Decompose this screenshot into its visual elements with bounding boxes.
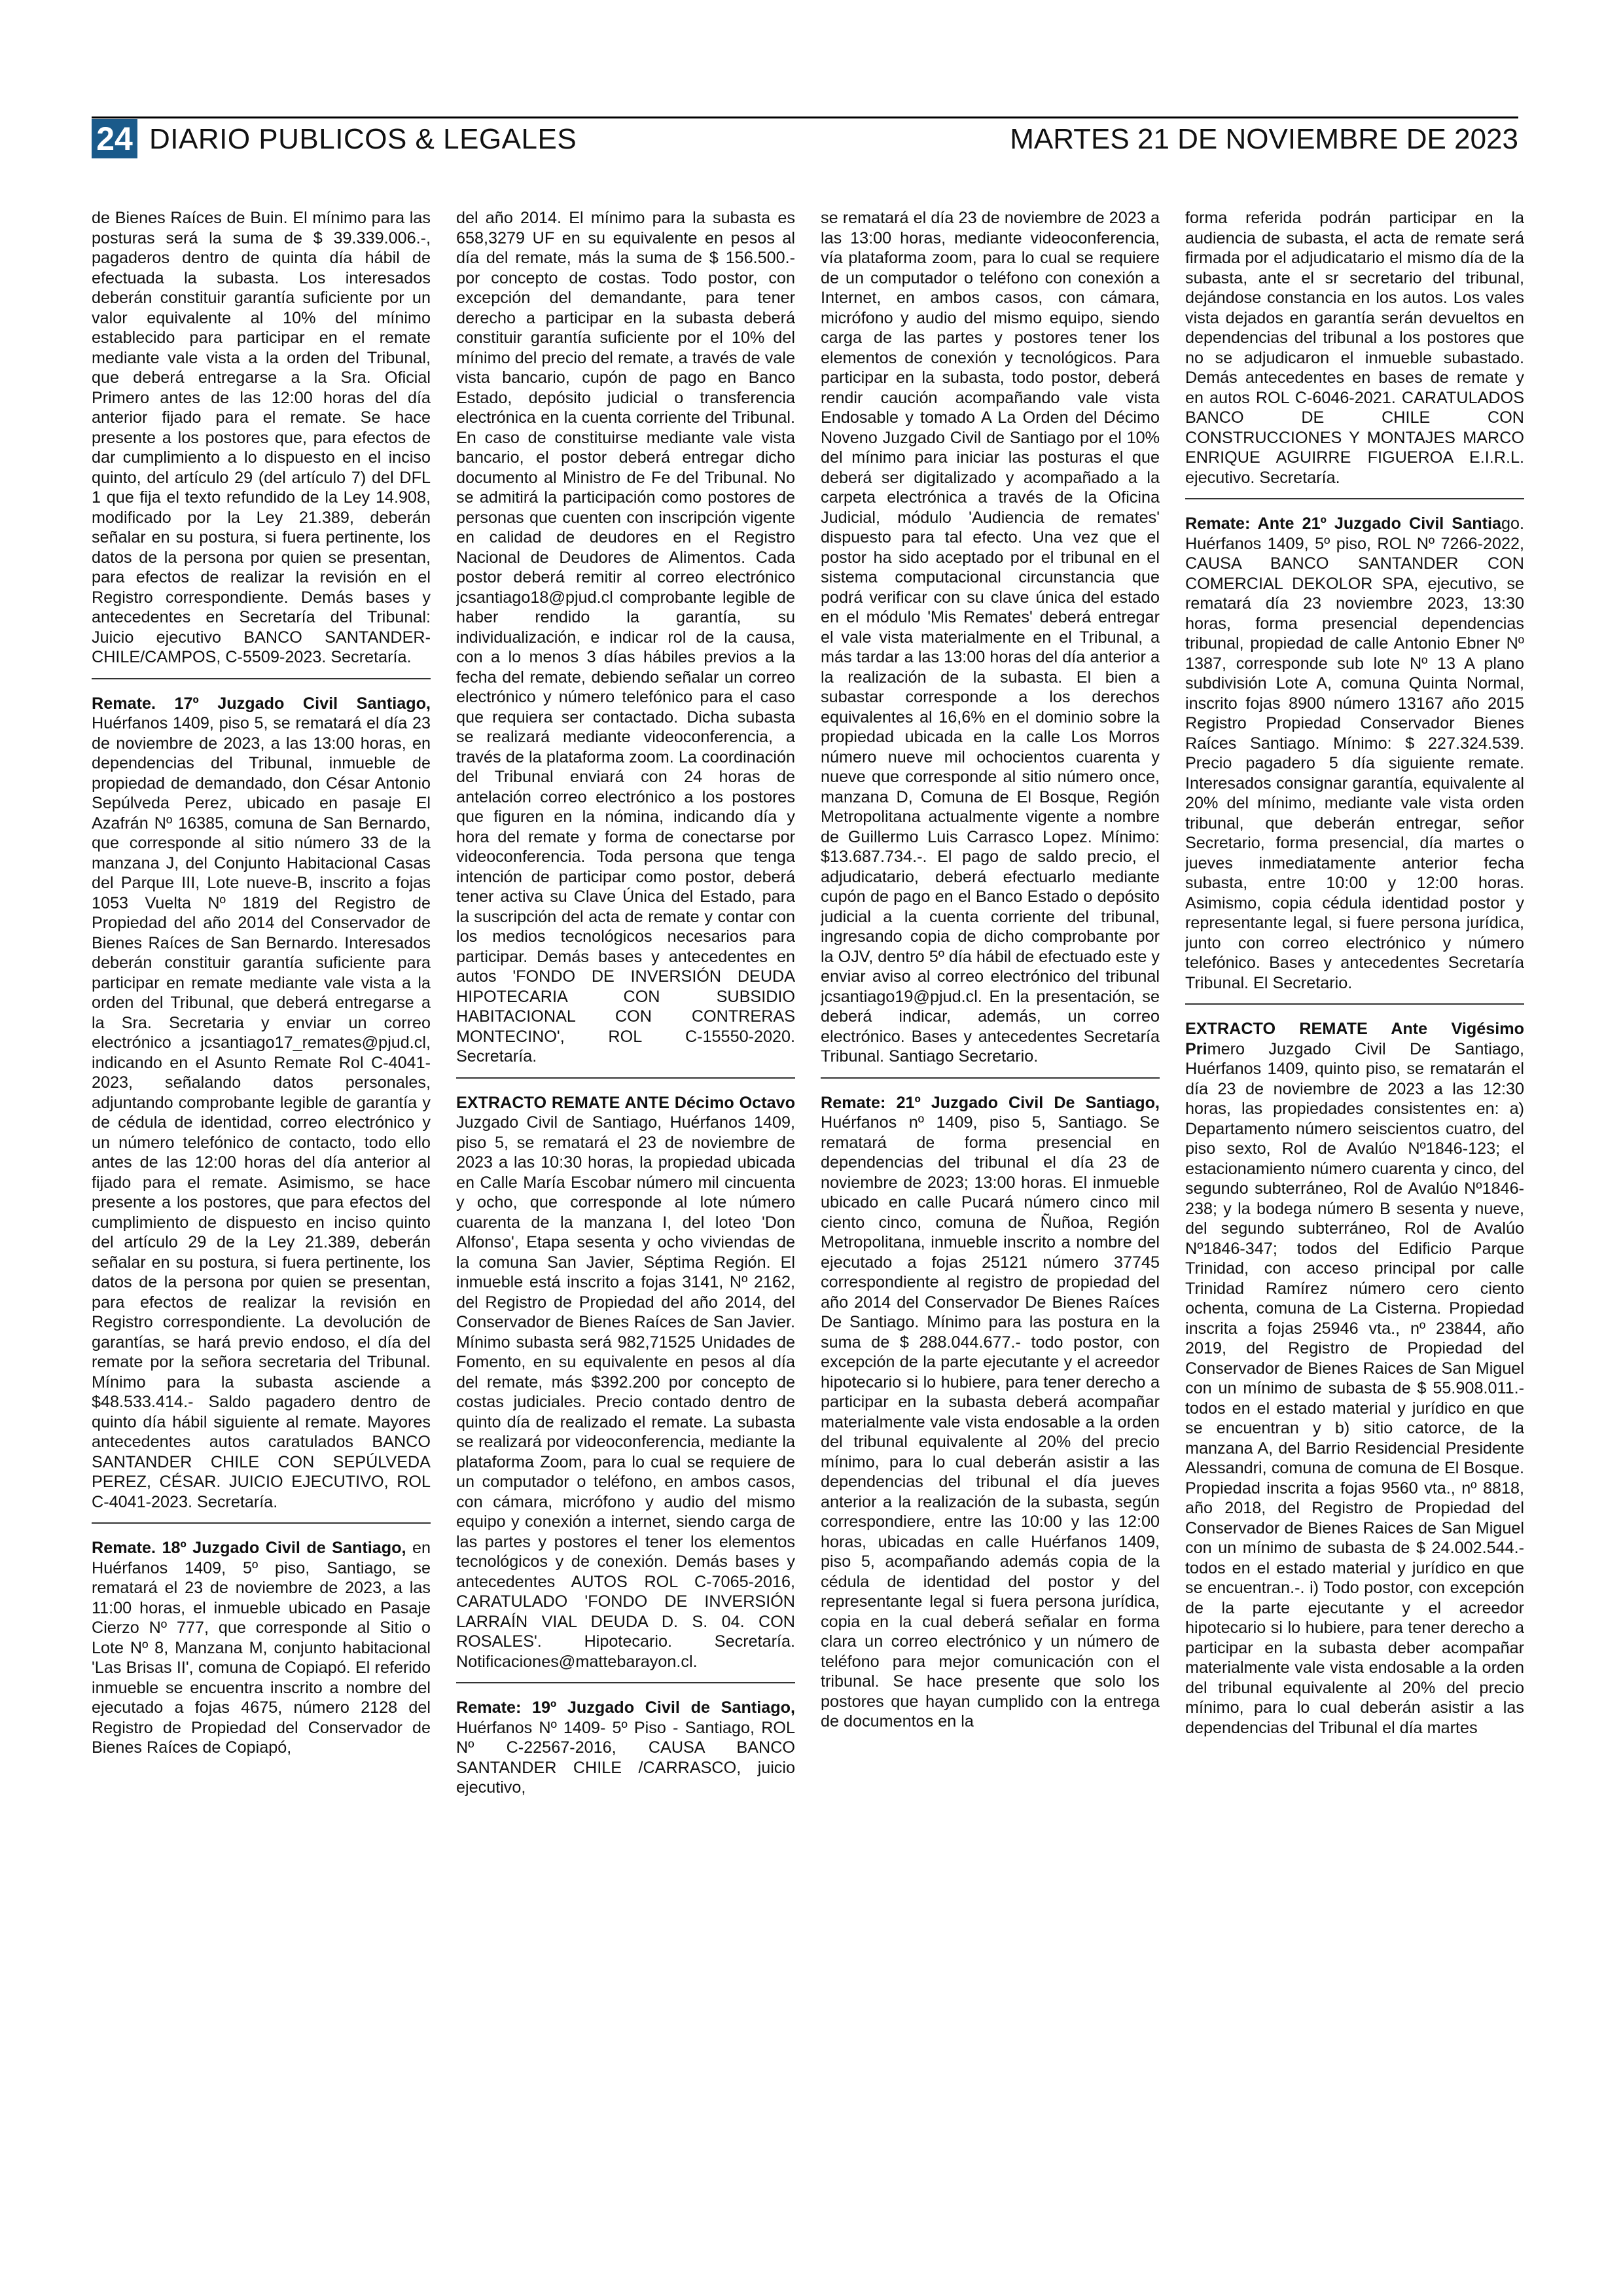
notice: del año 2014. El mínimo para la subasta es 658,3279 UF en su equivalente en pesos al día del remate, más la suma de $ 156.500.- por concepto de costas. Todo postor, con excepción del demandante, para tener derecho a participar en la subasta deberá constituir garantía suficiente por el 10% del mínimo del precio del remate, a través de vale vista bancario, cupón de pago en Banco Estado, depósito judicial o transferencia electrónica en la cuenta corriente del Tribunal. En caso de constituirse mediante vale vista bancario, el postor deberá entregar dicho documento al Ministro de Fe del Tribunal. No se admitirá la participación como postores de personas que cuenten con inscripción vigente en calidad de deudores en el Registro Nacional de Deudores de Alimentos. Cada postor deberá remitir al correo electrónico jcsantiago18@pjud.cl comprobante legible de haber rendido la garantía, su individualización, e indicar rol de la causa, con a lo menos 3 días hábiles previos a la fecha del remate, debiendo señalar un correo electrónico y número telefónico para el caso que requiera ser contactado. Dicha subasta se realizará mediante videoconferencia, a través de la plataforma zoom. La coordinación del Tribunal enviará con 24 horas de antelación correo electrónico a los postores que figuren en la nómina, indicando día y hora del remate y forma de conectarse por videoconferencia. Toda persona que tenga intención de participar como postor, deberá tener activa su Clave Única del Estado, para la suscripción del acta de remate y contar con los medios tecnológicos necesarios para participar. Demás bases y antecedentes en autos 'FONDO DE INVERSIÓN DEUDA HIPOTECARIA CON SUBSIDIO HABITACIONAL CON CONTRERAS MONTECINO', ROL C-15550-2020. Secretaría.: [456, 209, 795, 1066]
notice: se rematará el día 23 de noviembre de 2023 a las 13:00 horas, mediante videoconferencia, vía plataforma zoom, para lo cual se requiere de un computador o teléfono con conexión a Internet, en ambos casos, con cámara, micrófono y audio del mismo equipo, siendo carga de las partes y postores tener los elementos de conexión y tecnológicos. Para participar en la subasta, todo postor, deberá rendir caución acompañando vale vista Endosable y tomado A La Orden del Décimo Noveno Juzgado Civil de Santiago por el 10% del mínimo para iniciar las posturas el que deberá ser digitalizado y acompañado a la carpeta electrónica a través de la Oficina Judicial, módulo 'Audiencia de remates' dispuesto para tal efecto. Una vez que el postor ha sido aceptado por el tribunal en el sistema computacional circunstancia que podrá verificar con su clave única del estado en el módulo 'Mis Remates' deberá entregar el vale vista materialmente en el Tribunal, a más tardar a las 13:00 horas del día anterior a la realización de la subasta. El bien a subastar corresponde a los derechos equivalentes al 16,6% en el dominio sobre la propiedad ubicada en la calle Los Morros número nueve mil ochocientos cuarenta y nueve que corresponde al sitio número once, manzana D, Comuna de El Bosque, Región Metropolitana actualmente vigente a nombre de Guillermo Luis Carrasco Lopez. Mínimo: $13.687.734.-. El pago de saldo precio, el adjudicatario, deberá efectuarlo mediante cupón de pago en el Banco Estado o depósito judicial a la cuenta corriente del tribunal, ingresando copia de dicho comprobante por la OJV, dentro 5º día hábil de efectuado este y enviar aviso al correo electrónico del tribunal jcsantiago19@pjud.cl. En la presentación, se deberá indicar, además, un correo electrónico. Bases y antecedentes Secretaría Tribunal. Santiago Secretario.: [821, 209, 1160, 1066]
notice: EXTRACTO REMATE ANTE Décimo Octavo Juzgado Civil de Santiago, Huérfanos 1409, piso 5, se rematará el 23 de noviembre de 2023 a las 10:30 horas, la propiedad ubicada en Calle María Escobar número mil cincuenta y ocho, que corresponde al lote número cuarenta de la manzana I, del loteo 'Don Alfonso', Etapa sesenta y ocho viviendas de la comuna San Javier, Séptima Región. El inmueble está inscrito a fojas 3141, Nº 2162, del Registro de Propiedad del año 2014, del Conservador de Bienes Raíces de San Javier. Mínimo subasta será 982,71525 Unidades de Fomento, en su equivalente en pesos al día del remate, más $392.200 por concepto de costas judiciales. Precio contado dentro de quinto día de realizado el remate. La subasta se realizará por videoconferencia, mediante la plataforma Zoom, para lo cual se requiere de un computador o teléfono, en ambos casos, con cámara, micrófono y audio del mismo equipo y conexión a internet, siendo carga de las partes y postores el tener los elementos tecnológicos y de conexión. Demás bases y antecedentes AUTOS ROL C-7065-2016, CARATULADO 'FONDO DE INVERSIÓN LARRAÍN VIAL DEUDA D. S. 04. CON ROSALES'. Hipotecario. Secretaría. Notificaciones@mattebarayon.cl.: [456, 1093, 795, 1671]
notice: Remate: 21º Juzgado Civil De Santiago, Huérfanos nº 1409, piso 5, Santiago. Se rematará de forma presencial en dependencias del tribunal el día 23 de noviembre de 2023; 13:00 horas. El inmueble ubicado en calle Pucará número cinco mil ciento cinco, comuna de Ñuñoa, Región Metropolitana, inmueble inscrito a nombre del ejecutado a fojas 25121 número 37745 correspondiente al registro de propiedad del año 2014 del Conservador De Bienes Raíces De Santiago. Mínimo para las postura en la suma de $ 288.044.677.- todo postor, con excepción de la parte ejecutante y el acreedor hipotecario si lo hubiere, para tener derecho a participar en la subasta deberá acompañar materialmente vale vista endosable a la orden del tribunal equivalente al 20% del precio mínimo, para lo cual deberán asistir a las dependencias del tribunal el día jueves anterior a la realización de la subasta, según correspondiere, entre las 10:00 y las 12:00 horas, ubicadas en calle Huérfanos 1409, piso 5, acompañando además copia de la cédula de identidad del postor y del representante legal si fuera persona jurídica, copia en la cual deberá señalar en forma clara un correo electrónico y un número de teléfono para mejor comunicación con el tribunal. Se hace presente que solo los postores que hayan cumplido con la entrega de documentos en la: [821, 1093, 1160, 1731]
page-number: 24: [92, 119, 137, 158]
notice: Remate. 17º Juzgado Civil Santiago, Huérfanos 1409, piso 5, se rematará el día 23 de noviembre de 2023, a las 13:00 horas, en dependencias del Tribunal, inmueble de propiedad de demandado, don César Antonio Sepúlveda Perez, ubicado en pasaje El Azafrán Nº 16385, comuna de San Bernardo, que corresponde al sitio número 33 de la manzana J, del Conjunto Habitacional Casas del Parque III, Lote nueve-B, inscrito a fojas 1053 Vuelta Nº 1819 del Registro de Propiedad del año 2014 del Conservador de Bienes Raíces de San Bernardo. Interesados deberán constituir garantía suficiente para participar en remate mediante vale vista a la orden del Tribunal, que deberá entregarse a la Sra. Secretaria y enviar un correo electrónico a jcsantiago17_remates@pjud.cl, indicando en el Asunto Remate Rol C-4041-2023, señalando datos personales, adjuntando comprobante legible de garantía y de cédula de identidad, correo electrónico y un número telefónico de contacto, todo ello antes de las 12:00 horas del día anterior al fijado para el remate. Asimismo, se hace presente a los postores, que para efectos del cumplimiento de dispuesto en inciso quinto del artículo 29 de la Ley 21.389, deberán señalar en su postura, si fuera pertinente, los datos de la persona por quien se presentan, para efectos de realizar la revisión en Registro correspondiente. La devolución de garantías, se hará previo endoso, el día del remate por la señora secretaria del Tribunal. Mínimo para la subasta asciende a $48.533.414.- Saldo pagadero dentro de quinto día hábil siguiente al remate. Mayores antecedentes autos caratulados BANCO SANTANDER CHILE CON SEPÚLVEDA PEREZ, CÉSAR. JUICIO EJECUTIVO, ROL C-4041-2023. Secretaría.: [92, 694, 431, 1511]
notice-separator: [456, 1682, 795, 1683]
notice: de Bienes Raíces de Buin. El mínimo para las posturas será la suma de $ 39.339.006.-, pagaderos dentro de quinta día hábil de efectuada la subasta. Los interesados deberán constituir garantía suficiente por un valor equivalente al 10% del mínimo establecido para participar en el remate mediante vale vista a la orden del Tribunal, que deberá entregarse a la Sra. Oficial Primero antes de las 12:00 horas del día anterior fijado para el remate. Se hace presente a los postores que, para efectos de dar cumplimiento a lo dispuesto en el inciso quinto, del artículo 29 (del artículo 7) del DFL 1 que fija el texto refundido de la Ley 14.908, modificado por la Ley 21.389, deberán señalar en su postura, si fuera pertinente, los datos de la persona por quien se presentan, para efectos de realizar la revisión en el Registro correspondiente. Demás bases y antecedentes en Secretaría del Tribunal: Juicio ejecutivo BANCO SANTANDER- CHILE/CAMPOS, C-5509-2023. Secretaría.: [92, 209, 431, 666]
column-3: [821, 208, 1160, 2263]
column-2: [456, 208, 795, 2263]
notice-separator: [456, 1077, 795, 1079]
notice-separator: [92, 1522, 431, 1524]
notice-separator: [1185, 498, 1524, 499]
notice: Remate: Ante 21º Juzgado Civil Santiago. Huérfanos 1409, 5º piso, ROL Nº 7266-2022, CAUSA BANCO SANTANDER CON COMERCIAL DEKOLOR SPA, ejecutivo, se rematará día 23 noviembre 2023, 13:30 horas, forma presencial dependencias tribunal, propiedad de calle Antonio Ebner Nº 1387, corresponde sub lote Nº 13 A plano subdivisión Lote A, comuna Quinta Normal, inscrito fojas 8900 número 13167 año 2015 Registro Propiedad Conservador Bienes Raíces Santiago. Mínimo: $ 227.324.539. Precio pagadero 5 día siguiente remate. Interesados consignar garantía, equivalente al 20% del mínimo, mediante vale vista orden tribunal, que deberán entregar, señor Secretario, forma presencial, día martes o jueves inmediatamente anterior fecha subasta, entre 10:00 y 12:00 horas. Asimismo, copia cédula identidad postor y representante legal, si fuere persona jurídica, junto con correo electrónico y número telefónico. Bases y antecedentes Secretaría Tribunal. El Secretario.: [1185, 514, 1524, 992]
notice: Remate: 19º Juzgado Civil de Santiago, Huérfanos Nº 1409- 5º Piso - Santiago, ROL Nº C-22567-2016, CAUSA BANCO SANTANDER CHILE /CARRASCO, juicio ejecutivo,: [456, 1698, 795, 1797]
notice-separator: [821, 1077, 1160, 1079]
notice: forma referida podrán participar en la audiencia de subasta, el acta de remate será firmada por el adjudicatario el mismo día de la subasta, ante el sr secretario del tribunal, dejándose constancia en los autos. Los vales vista dejados en garantía serán devueltos en dependencias del tribunal a los postores que no se adjudicaron el inmueble subastado. Demás antecedentes en bases de remate y en autos ROL C-6046-2021. CARATULADOS BANCO DE CHILE CON CONSTRUCCIONES Y MONTAJES MARCO ENRIQUE AGUIRRE FIGUEROA E.I.R.L. ejecutivo. Secretaría.: [1185, 209, 1524, 487]
column-1: [92, 208, 431, 2263]
column-4: [1185, 208, 1524, 2263]
notice: Remate. 18º Juzgado Civil de Santiago, en Huérfanos 1409, 5º piso, Santiago, se rematará el 23 de noviembre de 2023, a las 11:00 horas, el inmueble ubicado en Pasaje Cierzo Nº 777, que corresponde al Sitio o Lote Nº 8, Manzana M, conjunto habitacional 'Las Brisas II', comuna de Copiapó. El referido inmueble se encuentra inscrito a nombre del ejecutado a fojas 4675, número 2128 del Registro de Propiedad del Conservador de Bienes Raíces de Copiapó,: [92, 1539, 431, 1757]
publication-title: DIARIO PUBLICOS & LEGALES: [149, 123, 577, 155]
header-rule: [92, 117, 1518, 118]
notice-separator: [92, 678, 431, 679]
issue-date: MARTES 21 DE NOVIEMBRE DE 2023: [1010, 123, 1518, 155]
notice: EXTRACTO REMATE Ante Vigésimo Primero Juzgado Civil De Santiago, Huérfanos 1409, quinto piso, se rematarán el día 23 de noviembre de 2023 a las 12:30 horas, las propiedades consistentes en: a) Departamento número seiscientos cuatro, del piso sexto, Rol de Avalúo Nº1846-123; el estacionamiento número cuarenta y cinco, del segundo subterráneo, Rol de Avalúo Nº1846-238; y la bodega número B sesenta y nueve, del segundo subterráneo, Rol de Avalúo Nº1846-347; todos del Edificio Parque Trinidad, con acceso principal por calle Trinidad Ramírez número cero ciento ochenta, comuna de La Cisterna. Propiedad inscrita a fojas 25946 vta., nº 23844, año 2019, del Registro de Propiedad del Conservador de Bienes Raices de San Miguel con un mínimo de subasta de $ 55.908.011.- todos en el estado material y jurídico en que se encuentran y b) sitio catorce, de la manzana A, del Barrio Residencial Presidente Alessandri, comuna de comuna de El Bosque. Propiedad inscrita a fojas 9560 vta., nº 8818, año 2018, del Registro de Propiedad del Conservador de Bienes Raices de San Miguel con un mínimo de subasta de $ 24.002.544.- todos en el estado material y jurídico en que se encuentran.-. i) Todo postor, con excepción de la parte ejecutante y el acreedor hipotecario si lo hubiere, para tener derecho a participar en la subasta deber acompañar materialmente vale vista endosable a la orden del tribunal equivalente al 20% del precio mínimo, para lo cual deberán asistir a las dependencias del Tribunal el día martes: [1185, 1020, 1524, 1737]
notice-separator: [1185, 1003, 1524, 1005]
